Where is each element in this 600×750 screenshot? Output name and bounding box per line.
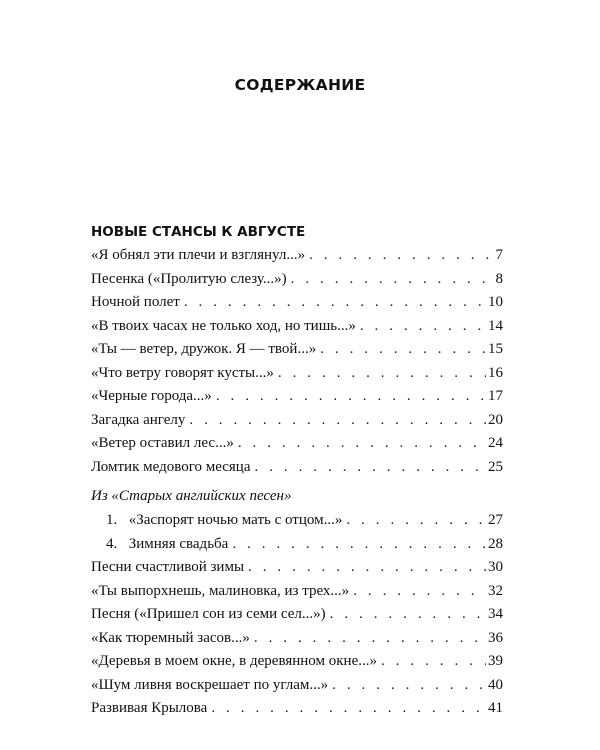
toc-subsection-entries (91, 509, 503, 556)
toc-entry-title-text: Зимняя свадьба (128, 535, 229, 552)
toc-entry-page-number: 28 (488, 535, 503, 552)
dot-leader (353, 580, 486, 604)
toc-entry-title: Ночной полет (91, 294, 180, 311)
dot-leader (332, 674, 486, 698)
toc-entry-title: «Шум ливня воскрешает по углам...» (91, 676, 329, 693)
toc-entry (91, 456, 503, 480)
toc-entry-title: «Ты — ветер, дружок. Я — твой...» (91, 341, 317, 358)
dot-leader (309, 244, 493, 268)
toc-entry-page-number: 15 (488, 341, 503, 358)
toc-entry-title: «Деревья в моем окне, в деревянном окне...» (91, 653, 377, 670)
toc-entry (91, 409, 503, 433)
toc-entry-title: Ломтик медового месяца (91, 458, 251, 475)
section-heading: НОВЫЕ СТАНСЫ К АВГУСТЕ (91, 224, 306, 240)
toc-entries-after (91, 556, 503, 721)
toc-entry (91, 244, 503, 268)
toc-entry-title: «Черные города...» (91, 388, 212, 405)
dot-leader (254, 627, 486, 651)
toc-entry-page-number: 20 (488, 411, 503, 428)
toc-entry (91, 509, 503, 533)
dot-leader (278, 362, 486, 386)
toc-entry (91, 580, 503, 604)
dot-leader (330, 603, 486, 627)
table-of-contents (91, 220, 503, 721)
toc-entry-number: 4. (106, 535, 118, 552)
toc-entry-number: 1. (106, 512, 118, 529)
toc-entry-page-number: 16 (488, 364, 503, 381)
toc-entry-title: «Что ветру говорят кусты...» (91, 364, 274, 381)
page-title: СОДЕРЖАНИЕ (234, 76, 366, 94)
toc-entry (91, 556, 503, 580)
toc-entry-title: Загадка ангелу (91, 411, 186, 428)
dot-leader (255, 456, 487, 480)
toc-entry-title-text: «Заспорят ночью мать с отцом...» (128, 512, 343, 529)
toc-entry-page-number: 34 (488, 606, 503, 623)
toc-entry-page-number: 40 (488, 676, 503, 693)
toc-entry (91, 362, 503, 386)
toc-entry (91, 533, 503, 557)
toc-entry-title: «Я обнял эти плечи и взглянул...» (91, 247, 306, 263)
toc-entry-page-number: 41 (488, 700, 503, 717)
dot-leader (216, 385, 486, 409)
toc-entry (91, 291, 503, 315)
dot-leader (320, 338, 486, 362)
toc-entry-title: «Ветер оставил лес...» (91, 435, 234, 452)
dot-leader (211, 697, 486, 721)
dot-leader (346, 509, 486, 533)
toc-entry (91, 674, 503, 698)
dot-leader (381, 650, 486, 674)
toc-entry-title: «В твоих часах не только ход, но тишь...» (91, 317, 356, 334)
toc-entry-title: Песня («Пришел сон из семи сел...») (91, 606, 326, 623)
dot-leader (291, 268, 494, 292)
toc-entry-page-number: 14 (488, 317, 503, 334)
toc-entry-page-number: 25 (488, 458, 503, 475)
subsection-heading: Из «Старых английских песен» (91, 488, 292, 505)
toc-entry-page-number: 32 (488, 582, 503, 599)
toc-entry-page-number: 7 (495, 247, 503, 263)
toc-entry (91, 432, 503, 456)
toc-entry-page-number: 36 (488, 629, 503, 646)
toc-entry (91, 697, 503, 721)
toc-entry (91, 627, 503, 651)
toc-entry (91, 650, 503, 674)
dot-leader (232, 533, 486, 557)
dot-leader (189, 409, 486, 433)
toc-entry (91, 268, 503, 292)
dot-leader (360, 315, 486, 339)
toc-entry-title: «Как тюремный засов...» (91, 629, 250, 646)
toc-entries (91, 244, 503, 479)
toc-entry (91, 315, 503, 339)
toc-entry (91, 338, 503, 362)
toc-entry-title: Песни счастливой зимы (91, 559, 245, 576)
toc-entry-page-number: 27 (488, 512, 503, 529)
dot-leader (184, 291, 486, 315)
toc-entry-page-number: 24 (488, 435, 503, 452)
toc-entry (91, 603, 503, 627)
toc-entry-page-number: 30 (488, 559, 503, 576)
toc-entry-title (106, 533, 232, 557)
toc-entry (91, 385, 503, 409)
toc-entry-title (106, 509, 346, 533)
toc-entry-page-number: 8 (495, 270, 503, 287)
toc-entry-page-number: 39 (488, 653, 503, 670)
toc-entry-title: Развивая Крылова (91, 700, 208, 717)
toc-entry-page-number: 10 (488, 294, 503, 311)
dot-leader (238, 432, 486, 456)
toc-entry-title: «Ты выпорхнешь, малиновка, из трех...» (91, 582, 350, 599)
toc-entry-page-number: 17 (488, 388, 503, 405)
dot-leader (248, 556, 486, 580)
toc-entry-title: Песенка («Пролитую слезу...») (91, 270, 287, 287)
